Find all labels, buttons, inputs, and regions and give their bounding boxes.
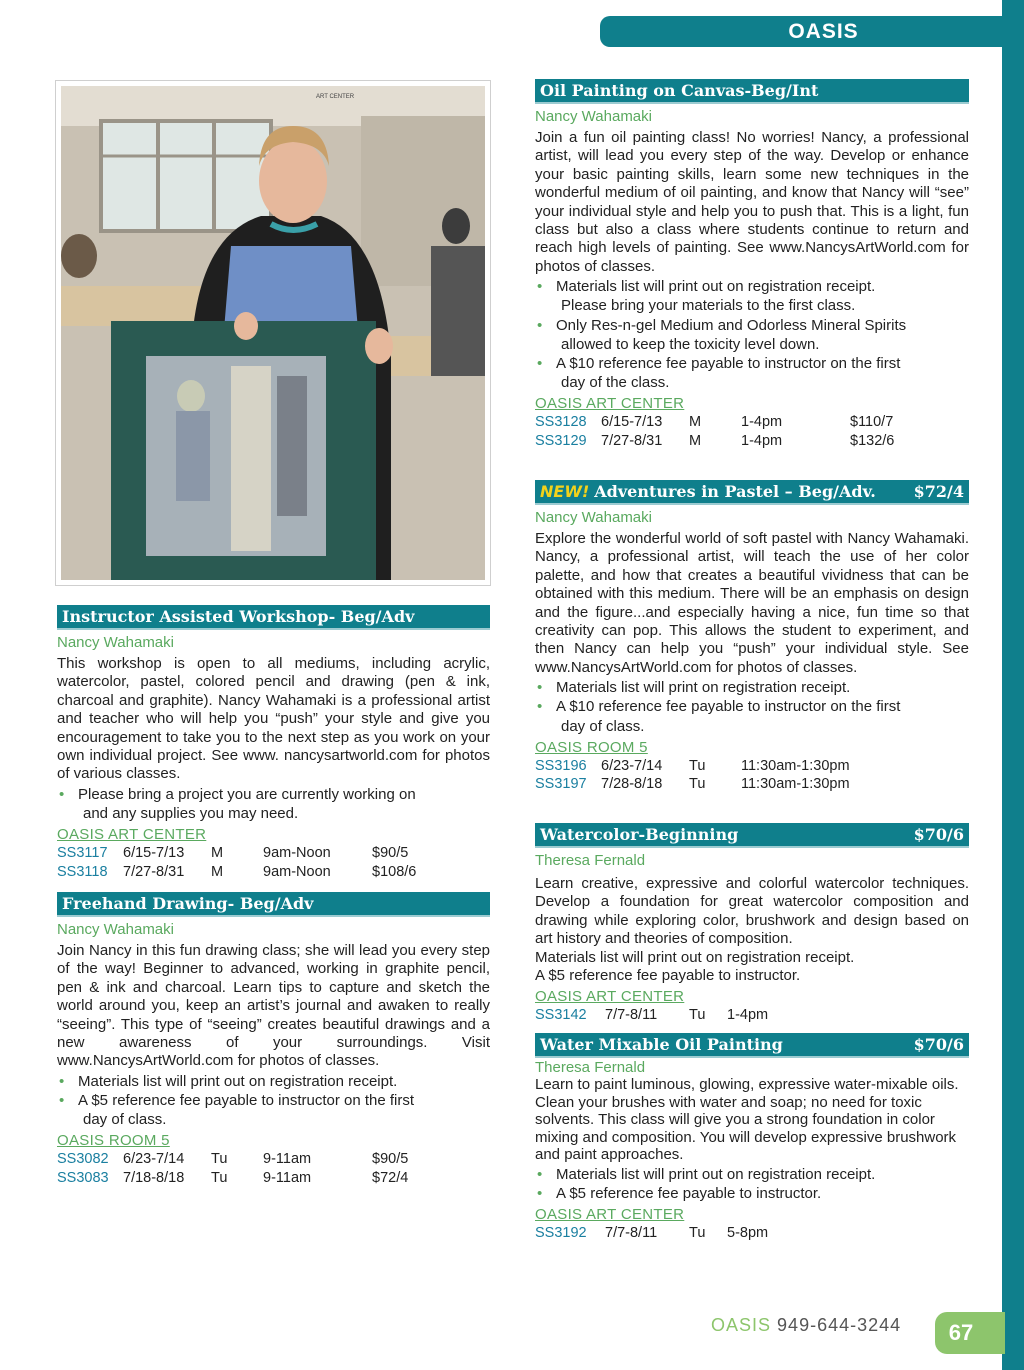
- schedule-row: [57, 1169, 490, 1188]
- schedule-table: [57, 844, 490, 881]
- course-title-bar: [535, 1033, 969, 1058]
- section-code[interactable]: SS3197: [535, 776, 587, 793]
- course-water-mixable-oil: [535, 1033, 969, 1243]
- schedule-table: [535, 1006, 969, 1025]
- section-time: 11:30am-1:30pm: [741, 757, 850, 774]
- section-time: 11:30am-1:30pm: [741, 776, 850, 793]
- course-title: Watercolor-Beginning: [540, 825, 739, 844]
- section-time: 9am-Noon: [263, 845, 331, 862]
- location-link[interactable]: OASIS ART CENTER: [535, 1206, 685, 1224]
- section-code[interactable]: SS3128: [535, 414, 587, 431]
- photo-sign-text: ART CENTER: [316, 94, 355, 100]
- page-number-label: 67: [948, 1320, 974, 1345]
- course-title: Freehand Drawing- Beg/Adv: [62, 894, 314, 913]
- section-dates: 7/27-8/31: [601, 433, 663, 450]
- section-code[interactable]: SS3129: [535, 433, 587, 450]
- course-title: Adventures in Pastel – Beg/Adv.: [594, 482, 876, 501]
- footer-contact: [711, 1315, 901, 1336]
- materials-note: Materials list will print out on registration receipt.: [535, 948, 855, 966]
- schedule-row: [535, 432, 969, 451]
- section-fee: $108/6: [372, 863, 417, 880]
- course-title-bar: [535, 823, 969, 848]
- course-title: Water Mixable Oil Painting: [540, 1035, 783, 1054]
- section-day: Tu: [689, 1225, 706, 1242]
- section-day: Tu: [211, 1151, 228, 1168]
- section-dates: 6/23-7/14: [601, 757, 663, 774]
- section-code[interactable]: SS3117: [57, 845, 108, 862]
- course-instructor-assisted-workshop: [57, 605, 490, 881]
- footer-brand: OASIS: [711, 1315, 772, 1335]
- location-link[interactable]: OASIS ART CENTER: [57, 826, 207, 844]
- schedule-table: [535, 413, 969, 450]
- course-title-bar: [535, 79, 969, 104]
- section-code[interactable]: SS3118: [57, 863, 108, 880]
- section-code[interactable]: SS3082: [57, 1151, 109, 1168]
- section-dates: 6/15-7/13: [601, 414, 663, 431]
- schedule-table: [535, 1224, 969, 1243]
- location-link[interactable]: OASIS ROOM 5: [57, 1132, 170, 1150]
- right-edge-bar: [1002, 0, 1024, 1370]
- course-title: Oil Painting on Canvas-Beg/Int: [540, 81, 819, 100]
- course-notes: [57, 785, 490, 823]
- note-item: • Materials list will print out on registration receipt. Please bring your materials to the first class.: [535, 277, 969, 315]
- section-day: Tu: [689, 776, 706, 793]
- schedule-row: [535, 1224, 969, 1243]
- note-item: • A $10 reference fee payable to instructor on the first day of class.: [535, 697, 969, 735]
- instructor-name: Nancy Wahamaki: [57, 921, 174, 938]
- section-dates: 7/7-8/11: [605, 1007, 658, 1024]
- instructor-name: Nancy Wahamaki: [57, 634, 174, 651]
- photo-illustration: [61, 86, 485, 580]
- section-day: M: [689, 433, 702, 450]
- schedule-table: [535, 757, 969, 794]
- schedule-row: [535, 413, 969, 432]
- page-number: [935, 1312, 1005, 1354]
- instructor-name: Nancy Wahamaki: [535, 509, 652, 526]
- section-day: M: [211, 845, 224, 862]
- section-code[interactable]: SS3142: [535, 1007, 587, 1024]
- course-title-bar: [535, 480, 969, 505]
- course-title-bar: [57, 892, 490, 917]
- section-time: 9-11am: [263, 1151, 312, 1168]
- section-day: M: [211, 863, 224, 880]
- section-title: OASIS: [788, 19, 859, 43]
- course-price: $72/4: [913, 482, 964, 501]
- location-link[interactable]: OASIS ART CENTER: [535, 988, 685, 1006]
- section-dates: 6/23-7/14: [123, 1151, 185, 1168]
- section-dates: 7/27-8/31: [123, 863, 185, 880]
- course-notes: [535, 277, 969, 392]
- section-code[interactable]: SS3083: [57, 1170, 109, 1187]
- section-day: Tu: [211, 1170, 228, 1187]
- course-notes: [535, 1165, 969, 1203]
- section-time: 9-11am: [263, 1170, 312, 1187]
- footer-phone: 949-644-3244: [777, 1315, 902, 1335]
- note-item: • Materials list will print out on registration receipt.: [57, 1072, 490, 1091]
- section-fee: $110/7: [850, 414, 894, 431]
- schedule-table: [57, 1150, 490, 1187]
- schedule-row: [57, 863, 490, 882]
- section-time: 1-4pm: [727, 1007, 769, 1024]
- course-description: Join Nancy in this fun drawing class; she will lead you every step of the way! Beginner to advanced, working in graphite pencil, pen & ink and charcoal. Learn tips to capture and sketch the world around you, keep an artist’s journal and awaken to really “seeing”. This type of “seeing” creates beautiful drawings and a new awareness of your surroundings. Visit www.NancysArtWorld.com for photos of classes.: [57, 942, 490, 1070]
- section-dates: 7/18-8/18: [123, 1170, 185, 1187]
- note-item: • A $10 reference fee payable to instructor on the first day of the class.: [535, 354, 969, 392]
- section-day: Tu: [689, 1007, 706, 1024]
- note-item: • Materials list will print out on registration receipt.: [535, 1165, 969, 1184]
- instructor-name: Nancy Wahamaki: [535, 108, 652, 125]
- section-day: M: [689, 414, 702, 431]
- section-fee: $132/6: [850, 433, 895, 450]
- schedule-row: [57, 1150, 490, 1169]
- course-description: Learn to paint luminous, glowing, expressive water-mixable oils. Clean your brushes with water and soap; no need for toxic solvents. This class will give you a strong foundation in color mixing and composition. You will develop expressive brushwork and paint approaches.: [535, 1076, 959, 1164]
- schedule-row: [535, 1006, 969, 1025]
- course-title: Instructor Assisted Workshop- Beg/Adv: [62, 607, 415, 626]
- course-description: Learn creative, expressive and colorful watercolor techniques. Develop a foundation for great watercolor composition and drawing while exploring color, brushwork and design based on art history and theories of composition.: [535, 875, 969, 948]
- course-price: $70/6: [913, 1035, 964, 1054]
- course-freehand-drawing: [57, 892, 490, 1188]
- schedule-row: [57, 844, 490, 863]
- course-title-group: [540, 480, 876, 503]
- course-title-bar: [57, 605, 490, 630]
- section-tab: [600, 16, 1002, 47]
- course-price: $70/6: [913, 825, 964, 844]
- section-day: Tu: [689, 757, 706, 774]
- course-notes: [57, 1072, 490, 1130]
- course-notes: [535, 678, 969, 736]
- new-badge: NEW!: [540, 482, 590, 501]
- course-adventures-in-pastel: [535, 480, 969, 794]
- section-dates: 6/15-7/13: [123, 845, 185, 862]
- section-time: 1-4pm: [741, 433, 783, 450]
- section-code[interactable]: SS3196: [535, 757, 587, 774]
- schedule-row: [535, 757, 969, 776]
- section-fee: $90/5: [372, 1151, 409, 1168]
- section-dates: 7/7-8/11: [605, 1225, 658, 1242]
- location-link[interactable]: OASIS ART CENTER: [535, 395, 685, 413]
- instructor-photo: [55, 80, 491, 586]
- course-description: Explore the wonderful world of soft pastel with Nancy Wahamaki. Nancy, a professional artist, will teach the use of her color palette, and how that creates a beautiful vividness that can be obtained with this medium. There will be an emphasis on design and the figure...and especially having a nice, fun time so that creativity can pop. This allows the student to experiment, and then Nancy can help you “push” your individual style. See www.NancysArtWorld.com for photos of classes.: [535, 530, 969, 676]
- note-item: • Only Res-n-gel Medium and Odorless Mineral Spirits allowed to keep the toxicity level down.: [535, 316, 969, 354]
- instructor-name: Theresa Fernald: [535, 852, 646, 869]
- note-item: • Materials list will print on registration receipt.: [535, 678, 969, 697]
- section-fee: $72/4: [372, 1170, 409, 1187]
- section-fee: $90/5: [372, 845, 409, 862]
- course-description: This workshop is open to all mediums, including acrylic, watercolor, pastel, colored pencil and drawing (pen & ink, charcoal and graphite). Nancy Wahamaki is a professional artist and teacher who will help you “push” your style and give you encouragement to take you to the next step as you work on your own individual project. See www. nancysartworld.com for photos of various classes.: [57, 655, 490, 783]
- location-link[interactable]: OASIS ROOM 5: [535, 738, 648, 756]
- section-time: 5-8pm: [727, 1225, 769, 1242]
- course-watercolor-beginning: [535, 823, 969, 1025]
- section-code[interactable]: SS3192: [535, 1225, 587, 1242]
- note-item: • Please bring a project you are currently working on and any supplies you may need.: [57, 785, 490, 823]
- schedule-row: [535, 775, 969, 794]
- section-time: 9am-Noon: [263, 863, 331, 880]
- section-time: 1-4pm: [741, 414, 783, 431]
- note-item: • A $5 reference fee payable to instructor.: [535, 1184, 969, 1203]
- fee-note: A $5 reference fee payable to instructor.: [535, 967, 801, 985]
- section-dates: 7/28-8/18: [601, 776, 663, 793]
- note-item: • A $5 reference fee payable to instructor on the first day of class.: [57, 1091, 490, 1129]
- course-description: Join a fun oil painting class! No worries! Nancy, a professional artist, will lead you every step of the way. Develop or enhance your basic painting skills, learn some new techniques in the wonderful medium of oil painting, and know that Nancy will “see” your individual style and help you to push that. This is a light, fun class but also a class where students continue to return and reach high levels of painting. See www.NancysArtWorld.com for photos of classes.: [535, 129, 969, 275]
- course-oil-painting-canvas: [535, 79, 969, 451]
- instructor-name: Theresa Fernald: [535, 1059, 646, 1076]
